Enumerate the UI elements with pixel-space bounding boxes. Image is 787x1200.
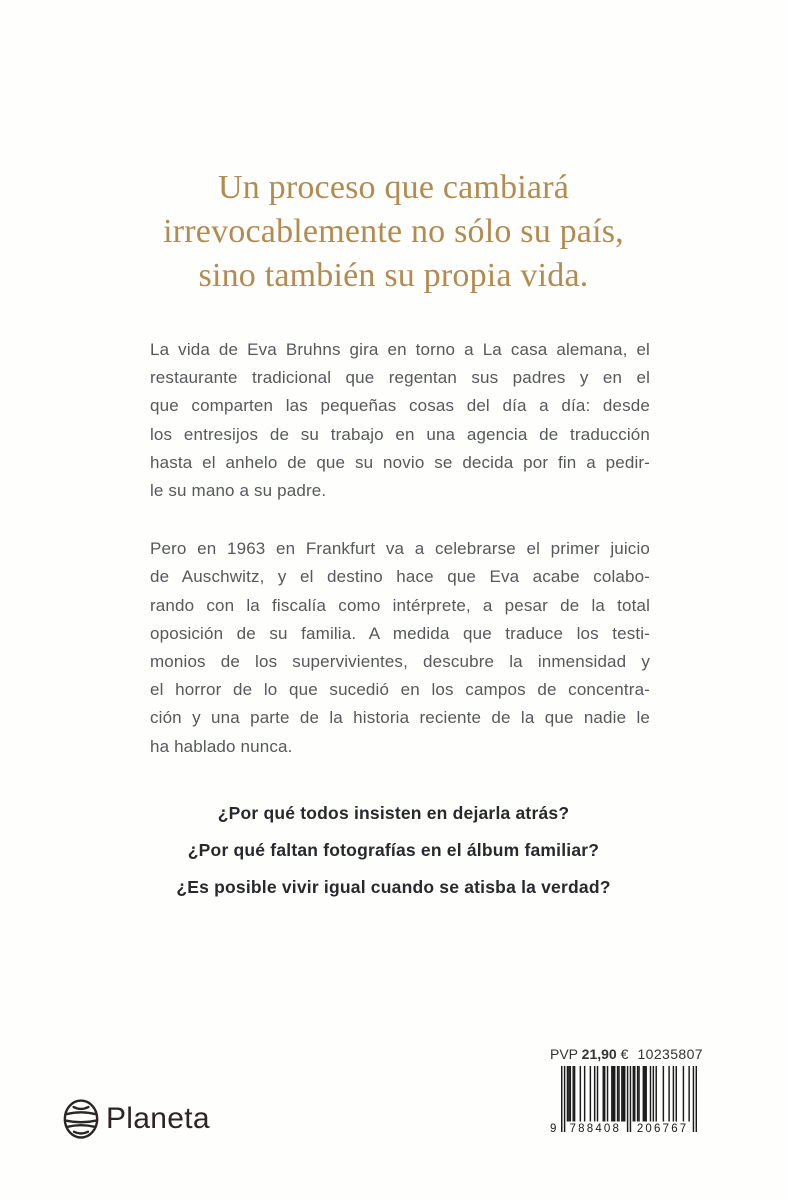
planeta-globe-icon (62, 1098, 100, 1140)
price-block (550, 1046, 703, 1062)
synopsis-paragraph-2 (150, 535, 650, 761)
synopsis-line: de Auschwitz, y el destino hace que Eva acabe colabo- (150, 567, 650, 587)
synopsis-line: La vida de Eva Bruhns gira en torno a La casa alemana, el (150, 340, 650, 359)
publisher-block (62, 1098, 210, 1140)
price-label: PVP (550, 1046, 582, 1062)
question-line: ¿Es posible vivir igual cuando se atisba la verdad? (176, 877, 611, 897)
publisher-name: Planeta (106, 1102, 210, 1135)
tagline-line: Un proceso que cambiará (217, 169, 570, 206)
synopsis-line: hasta el anhelo de que su novio se decida por fin a pedir- (150, 452, 650, 472)
question-line: ¿Por qué todos insisten en dejarla atrás? (217, 803, 570, 823)
questions (0, 795, 787, 906)
synopsis-line: los entresijos de su trabajo en una agencia de traducción (150, 424, 650, 444)
isbn-group-1: 788408 (569, 1123, 622, 1135)
synopsis-line: monios de los supervivientes, descubre la inmensidad y (150, 652, 650, 672)
currency-symbol: € (620, 1046, 629, 1062)
synopsis (150, 336, 650, 761)
synopsis-line: ha hablado nunca. (150, 736, 293, 756)
synopsis-line: oposición de su familia. A medida que traduce los testi- (150, 623, 650, 643)
price-value: 21,90 (581, 1046, 617, 1062)
price (550, 1046, 628, 1062)
synopsis-line: el horror de lo que sucedió en los campos de concentra- (150, 680, 650, 700)
barcode-digits (550, 1120, 697, 1135)
synopsis-line: restaurante tradicional que regentan sus padres y en el (150, 368, 650, 388)
synopsis-line: Pero en 1963 en Frankfurt va a celebrarse el primer juicio (150, 539, 650, 559)
question-line: ¿Por qué faltan fotografías en el álbum familiar? (187, 840, 600, 860)
isbn-group-2: 206767 (636, 1123, 689, 1135)
isbn-digit-lead: 9 (550, 1123, 557, 1135)
product-code: 10235807 (637, 1046, 703, 1062)
synopsis-line: le su mano a su padre. (150, 481, 327, 501)
synopsis-line: rando con la fiscalía como intérprete, a pesar de la total (150, 595, 650, 615)
tagline-line: sino también su propia vida. (198, 257, 589, 294)
synopsis-paragraph-1 (150, 336, 650, 505)
synopsis-line: ción y una parte de la historia reciente de la que nadie le (150, 708, 650, 728)
ean13-barcode (550, 1066, 697, 1138)
tagline (0, 166, 787, 298)
tagline-line: irrevocablemente no sólo su país, (163, 213, 624, 250)
synopsis-line: que comparten las pequeñas cosas del día a día: desde (150, 396, 650, 416)
